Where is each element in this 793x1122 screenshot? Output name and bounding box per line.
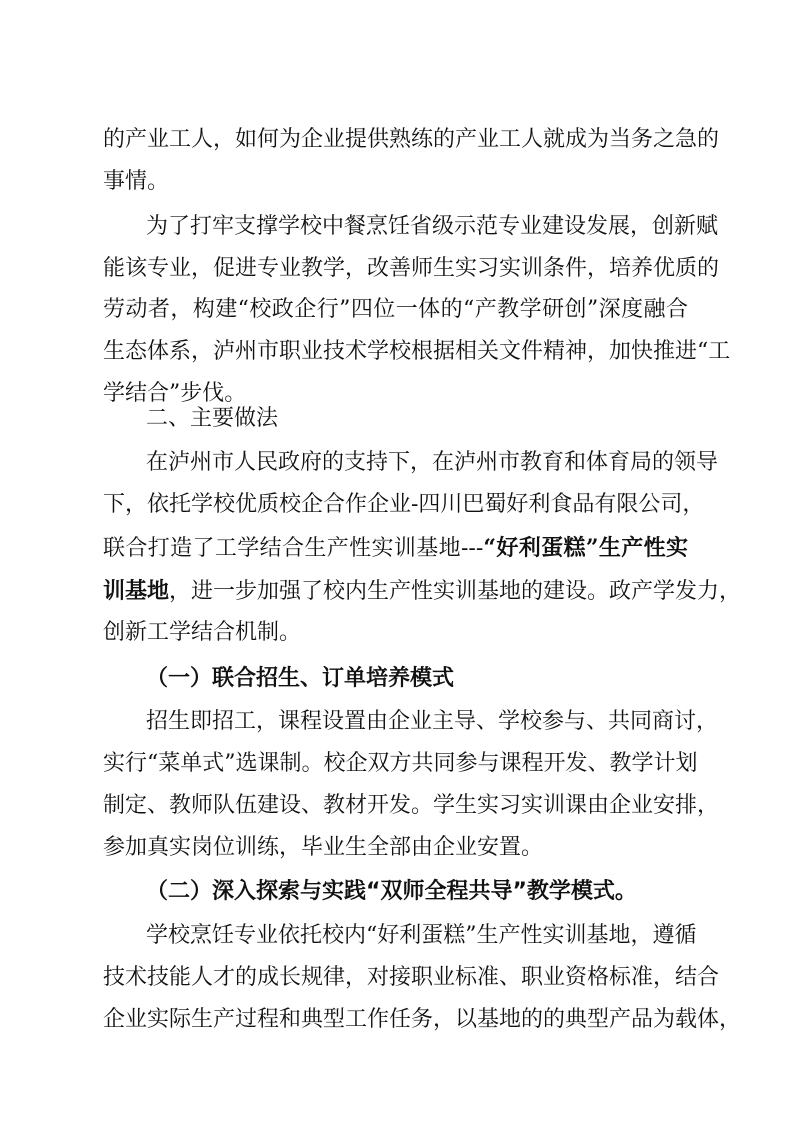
- paragraph-line: 学结合”步伐。: [103, 381, 247, 406]
- paragraph-line: 制定、教师队伍建设、教材开发。学生实习实训课由企业安排，: [103, 793, 720, 818]
- paragraph-line: 参加真实岗位训练，毕业生全部由企业安置。: [103, 835, 544, 860]
- paragraph-line: [103, 533, 688, 564]
- paragraph-line: 的产业工人，如何为企业提供熟练的产业工人就成为当务之急的: [103, 127, 720, 152]
- paragraph-line: 能该专业，促进专业教学，改善师生实习实训条件，培养优质的: [103, 256, 720, 281]
- bold-text-run: 训基地: [103, 578, 170, 604]
- paragraph-line: 劳动者，构建“校政企行”四位一体的“产教学研创”深度融合: [103, 297, 688, 322]
- paragraph-line: 招生即招工，课程设置由企业主导、学校参与、共同商讨，: [146, 709, 719, 734]
- paragraph-line: 创新工学结合机制。: [103, 620, 302, 645]
- paragraph-line: 事情。: [103, 169, 170, 194]
- paragraph-line: 学校烹饪专业依托校内“好利蛋糕”生产性实训基地，遵循: [146, 923, 697, 948]
- subsection-heading: （二）深入探索与实践“双师全程共导”教学模式。: [146, 879, 637, 904]
- text-run: 联合打造了工学结合生产性实训基地---: [103, 536, 484, 561]
- subsection-heading: （一）联合招生、订单培养模式: [146, 666, 455, 691]
- paragraph-line: 技术技能人才的成长规律，对接职业标准、职业资格标准，结合: [103, 965, 720, 990]
- text-run: ，进一步加强了校内生产性实训基地的建设。政产学发力，: [169, 579, 742, 604]
- paragraph-line: 为了打牢支撑学校中餐烹饪省级示范专业建设发展，创新赋: [146, 214, 719, 239]
- paragraph-line: 在泸州市人民政府的支持下，在泸州市教育和体育局的领导: [146, 450, 719, 475]
- section-heading: 二、主要做法: [146, 406, 279, 431]
- paragraph-line: 生态体系，泸州市职业技术学校根据相关文件精神，加快推进“工: [103, 339, 731, 364]
- paragraph-line: 实行“菜单式”选课制。校企双方共同参与课程开发、教学计划: [103, 751, 698, 776]
- paragraph-line: 企业实际生产过程和典型工作任务，以基地的的典型产品为载体，: [103, 1007, 742, 1032]
- paragraph-line: [103, 576, 742, 607]
- bold-text-run: “好利蛋糕”生产性实: [483, 535, 688, 561]
- paragraph-line: 下，依托学校优质校企合作企业-四川巴蜀好利食品有限公司，: [103, 492, 705, 517]
